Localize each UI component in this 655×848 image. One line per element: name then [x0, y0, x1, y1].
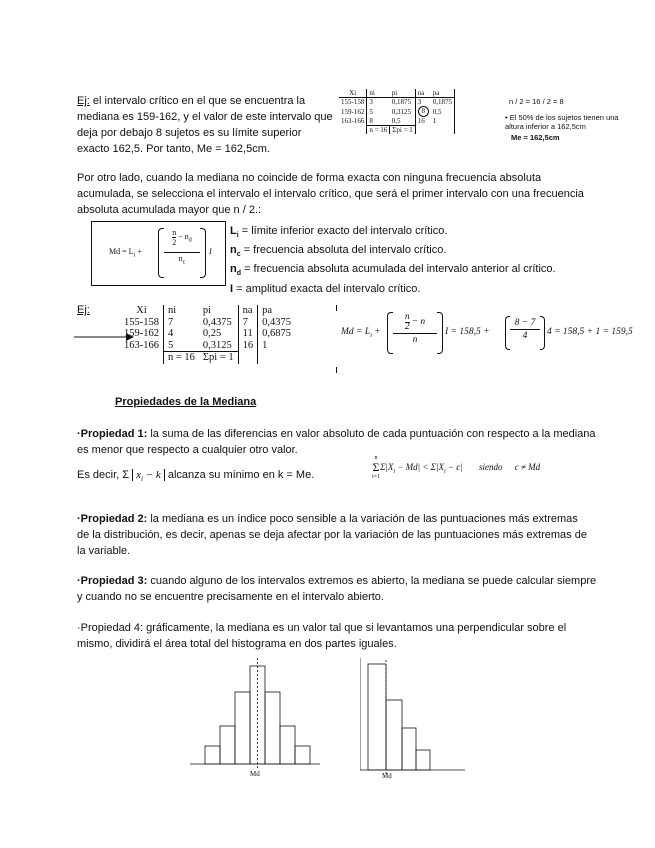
hist1-bar-3	[235, 692, 250, 764]
t2-r1-c0: 159-162	[120, 328, 164, 340]
t1-r1-c2: 0,3125	[390, 106, 415, 117]
hist1-bar-5	[265, 692, 280, 764]
t2-r2-c4: 1	[262, 339, 268, 351]
t2-total-p: Σpi = 1	[199, 352, 238, 364]
t2-r2-c2: 0,3125	[199, 340, 238, 352]
t2-r0-c0: 155-158	[120, 317, 164, 329]
formula-bracket-right	[200, 228, 206, 278]
t2-h-xi: Xi	[120, 305, 164, 317]
t2-h-pi: pi	[199, 305, 238, 317]
example1-note1: n / 2 = 16 / 2 = 8	[509, 97, 564, 106]
histogram-skewed	[360, 658, 470, 776]
median-formula-box	[91, 221, 226, 286]
t1-r2-c3: 16	[417, 117, 425, 126]
example1-note2: • El 50% de los sujetos tienen una altura inferior a 162,5cm	[505, 113, 619, 131]
t1-r0-c0: 155-158	[339, 98, 367, 107]
example2-calculation: $Md = L_i$ + n 2 − n n I = 158,5 + 8 − 7 4 4 = 158,5 + 1 = 159,5	[341, 312, 653, 357]
paragraph-intervalo-critico: Por otro lado, cuando la mediana no coincide de forma exacta con ninguna frecuencia absoluta acumulada, se selecciona el intervalo el intervalo crítico, que será el primer intervalo con una frecuencia absoluta acumulada mayor que n / 2.:	[77, 172, 584, 216]
formula-definitions	[230, 224, 610, 297]
definition-nc: $n_c$ = frecuencia absoluta del intervalo crítico.	[230, 244, 447, 259]
prop2-text: ·Propiedad 2: la mediana es un índice poco sensible a la variación de las puntuaciones más extremas de la distribución, es decir, apenas se deja afectar por la variación de las puntuaciones más extremas de la variable.	[77, 513, 587, 557]
t1-h-pi: pi	[390, 89, 415, 98]
formula-fraction: n 2 − $n_d$ $n_c$	[164, 228, 200, 268]
t2-r0-c2: 0,4375	[199, 317, 238, 329]
prop1-text: ·Propiedad 1: la suma de las diferencias en valor absoluto de cada puntuación con respecto a la mediana es menor que respecto a cualquier otro valor.	[77, 428, 596, 456]
t1-r1-c1: 5	[369, 107, 373, 116]
definition-li: $L_i$ = límite inferior exacto del intervalo crítico.	[230, 225, 448, 240]
t1-r2-c0: 163-166	[339, 117, 367, 126]
histogram-symmetric	[190, 656, 325, 776]
hist2-bar-3	[402, 728, 416, 770]
hist1-bar-2	[220, 726, 235, 764]
t2-r2-c1: 5	[168, 339, 174, 351]
hist2-bar-4	[416, 750, 430, 770]
t1-r1-c4: 0,5	[431, 106, 455, 117]
t2-r1-c4: 0,6875	[262, 328, 291, 339]
example1-body: el intervalo crítico en el que se encuentra la mediana es 159-162, y el valor de este intervalo que deja por debajo 8 sujetos es su límite superior exacto 162,5. Por tanto, Me = 162,5cm.	[77, 95, 333, 155]
t2-r0-c1: 7	[168, 316, 174, 328]
definition-nd: $n_d$ = frecuencia absoluta acumulada del intervalo anterior al crítico.	[230, 263, 556, 278]
t1-r0-c4: 0,1875	[431, 98, 455, 107]
example2-ej: Ej:	[77, 304, 90, 316]
hist1-bar-1	[205, 746, 220, 764]
t1-r0-c1: 3	[367, 98, 390, 107]
t1-r2-c4: 1	[431, 117, 455, 126]
section-title-propiedades: Propiedades de la Mediana	[115, 396, 257, 408]
t2-r1-c3: 11	[238, 328, 258, 340]
hist1-md-label: Md	[250, 770, 260, 778]
t2-h-ni: ni	[168, 305, 177, 316]
circled-value: 8	[418, 106, 429, 117]
formula-times-i: I	[209, 247, 212, 256]
example1-text	[77, 93, 335, 157]
t1-r0-c2: 0,1875	[390, 98, 415, 107]
example1-note3: Me = 162,5cm	[511, 133, 560, 142]
definition-i: I = amplitud exacta del intervalo crítico.	[230, 282, 421, 295]
t2-r0-c4: 0,4375	[262, 316, 291, 328]
t1-r1-c0: 159-162	[339, 106, 367, 117]
divider-tick-bottom	[336, 367, 337, 373]
hist2-md-label: Md	[382, 772, 392, 780]
t2-r1-c2: 0,25	[199, 328, 238, 340]
t1-h-pa: pa	[431, 89, 455, 98]
hist1-bar-7	[295, 746, 310, 764]
t2-r2-c3: 16	[238, 340, 258, 352]
t2-h-na: na	[238, 305, 258, 317]
t1-h-xi: Xi	[339, 89, 367, 98]
hist1-bar-6	[280, 726, 295, 764]
example2-table	[120, 305, 295, 364]
t1-h-na: na	[417, 89, 425, 97]
t1-r2-c2: 0,5	[390, 117, 415, 126]
divider-tick-top	[336, 305, 337, 311]
formula-lhs: $Md = L_i$ +	[109, 247, 142, 259]
t1-r2-c1: 8	[369, 117, 373, 125]
t2-r2-c0: 163-166	[120, 340, 164, 352]
t1-h-ni: ni	[369, 89, 375, 97]
t2-r1-c1: 4	[168, 328, 174, 339]
t2-h-pa: pa	[262, 305, 273, 316]
prop1-inequality: n Σ $i=1\Sigma|X_i - Md| < \Sigma|X_i - c|$ siendo c ≠ Md	[372, 455, 541, 480]
hist2-bar-1	[368, 664, 386, 770]
t1-r0-c3: 3	[415, 98, 431, 107]
example1-ej: Ej:	[77, 95, 90, 107]
t2-r0-c3: 7	[238, 317, 258, 329]
t1-r1-c3	[415, 106, 431, 117]
hist2-bar-2	[386, 700, 402, 770]
prop3-text: ·Propiedad 3: cuando alguno de los intervalos extremos es abierto, la mediana se puede calcular siempre y cuando no se encuentre precisamente en el intervalo abierto.	[77, 575, 597, 603]
t2-total-n: n = 16	[164, 352, 199, 364]
example1-table	[339, 89, 455, 134]
t1-total-n: n = 16	[367, 126, 390, 135]
t1-total-p: Σpi = 1	[390, 126, 415, 135]
prop4-text: ·Propiedad 4: gráficamente, la mediana es un valor tal que si levantamos una perpendicular sobre el mismo, dividirá el área total del histograma en dos partes iguales.	[77, 622, 567, 650]
prop1-es-decir: Es decir, Σ $x_i - k$ alcanza su mínimo en k = Me.	[77, 469, 315, 484]
